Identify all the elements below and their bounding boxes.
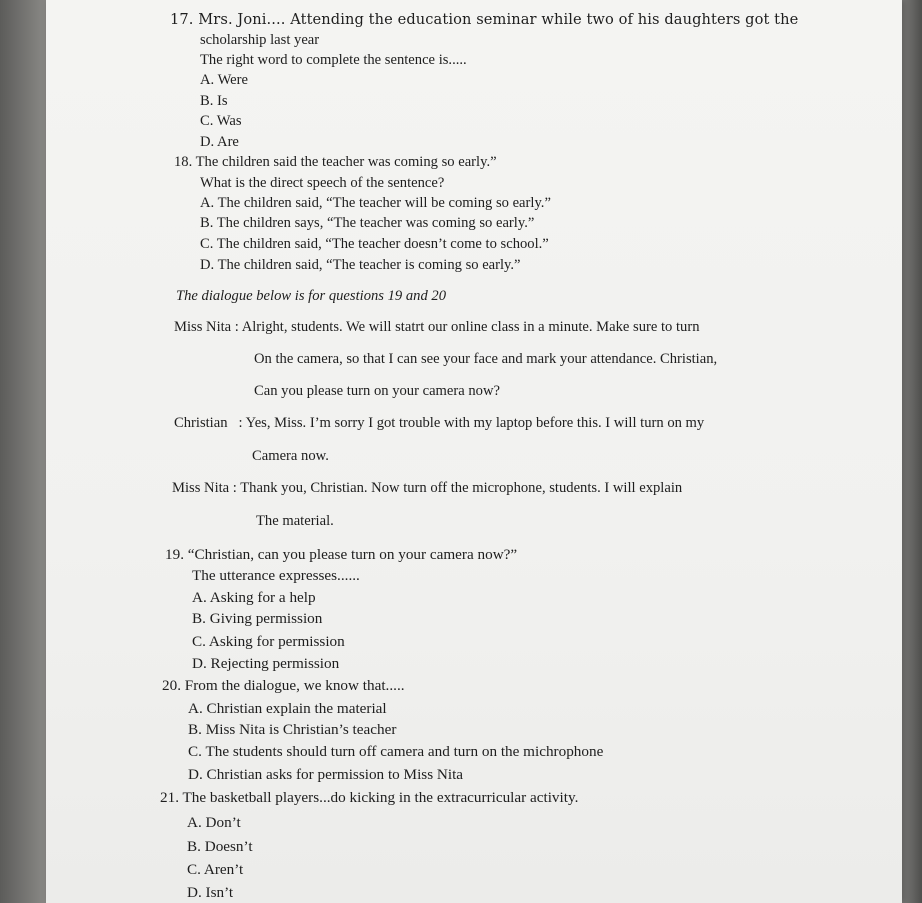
exam-paper: [46, 0, 902, 903]
question-20-stem: 20. From the dialogue, we know that.....: [162, 677, 405, 694]
question-18-option-a: A. The children said, “The teacher will be coming so early.”: [200, 195, 551, 211]
question-20-option-b: B. Miss Nita is Christian’s teacher: [188, 721, 397, 738]
question-19-stem: 19. “Christian, can you please turn on your camera now?”: [165, 546, 518, 563]
question-19-prompt: The utterance expresses......: [192, 567, 360, 584]
question-21-option-d: D. Isn’t: [187, 884, 234, 901]
question-19-option-b: B. Giving permission: [192, 610, 323, 627]
question-20-option-a: A. Christian explain the material: [188, 700, 387, 717]
question-19-option-a: A. Asking for a help: [192, 589, 316, 606]
dialogue-line-7: The material.: [256, 513, 334, 529]
dialogue-line-1: Miss Nita : Alright, students. We will statrt our online class in a minute. Make sure to turn: [174, 319, 700, 335]
question-18-option-b: B. The children says, “The teacher was coming so early.”: [200, 215, 535, 231]
dialogue-line-6: Miss Nita : Thank you, Christian. Now turn off the microphone, students. I will explain: [172, 480, 683, 496]
dialogue-line-2: On the camera, so that I can see your face and mark your attendance. Christian,: [254, 351, 718, 367]
question-17-option-d: D. Are: [200, 134, 239, 150]
dialogue-line-4: Christian : Yes, Miss. I’m sorry I got trouble with my laptop before this. I will turn on my: [174, 415, 705, 431]
question-21-option-b: B. Doesn’t: [187, 838, 253, 855]
question-18-prompt: What is the direct speech of the sentence?: [200, 175, 445, 191]
question-17-option-a: A. Were: [200, 72, 248, 88]
dialogue-line-3: Can you please turn on your camera now?: [254, 383, 500, 399]
question-17-option-b: B. Is: [200, 93, 228, 109]
question-20-option-d: D. Christian asks for permission to Miss Nita: [188, 766, 464, 783]
question-18-option-c: C. The children said, “The teacher doesn’t come to school.”: [200, 236, 549, 252]
question-19-option-c: C. Asking for permission: [192, 633, 345, 650]
question-21-option-c: C. Aren’t: [187, 861, 244, 878]
question-17-stem-line-1: 17. Mrs. Joni.... Attending the education seminar while two of his daughters got the: [170, 11, 799, 28]
question-21-option-a: A. Don’t: [187, 814, 241, 831]
background-left: [0, 0, 46, 903]
question-17-option-c: C. Was: [200, 113, 242, 129]
question-21-stem: 21. The basketball players...do kicking in the extracurricular activity.: [160, 789, 579, 806]
dialogue-line-5: Camera now.: [252, 448, 329, 464]
question-20-option-c: C. The students should turn off camera and turn on the michrophone: [188, 743, 604, 760]
question-18-stem: 18. The children said the teacher was coming so early.”: [174, 154, 497, 170]
question-19-option-d: D. Rejecting permission: [192, 655, 340, 672]
dialogue-intro: The dialogue below is for questions 19 and 20: [176, 288, 446, 304]
question-18-option-d: D. The children said, “The teacher is coming so early.”: [200, 257, 521, 273]
question-17-stem-line-2: scholarship last year: [200, 32, 320, 48]
question-17-prompt: The right word to complete the sentence is.....: [200, 52, 467, 68]
